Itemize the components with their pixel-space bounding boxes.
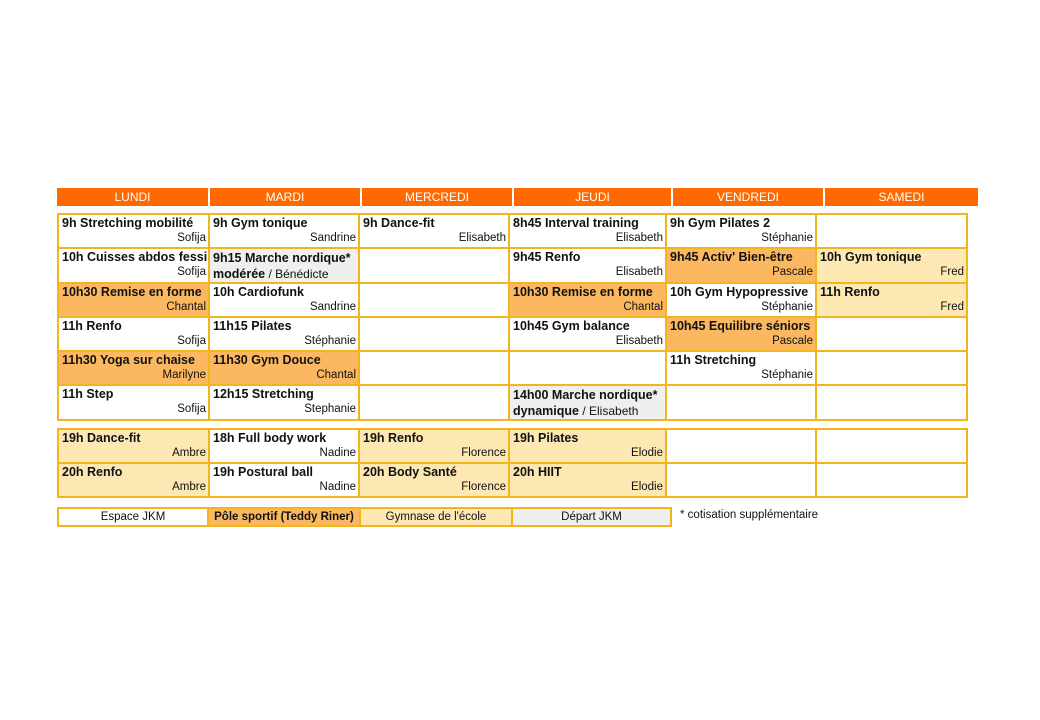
class-cell xyxy=(667,318,817,352)
empty-cell xyxy=(817,352,968,386)
class-title: 10h Cuisses abdos fessi xyxy=(62,250,208,264)
class-title: 11h15 Pilates xyxy=(213,319,292,333)
empty-cell xyxy=(360,318,510,352)
class-cell xyxy=(510,386,667,421)
class-title: 10h Cardiofunk xyxy=(213,285,304,299)
class-cell xyxy=(210,249,360,284)
day-header-vendredi: VENDREDI xyxy=(673,188,825,206)
class-cell xyxy=(667,249,817,284)
class-title: 19h Pilates xyxy=(513,431,579,445)
class-title: 19h Postural ball xyxy=(213,465,314,479)
class-cell xyxy=(210,386,360,421)
day-header-jeudi: JEUDI xyxy=(514,188,673,206)
class-cell xyxy=(59,464,210,498)
class-title: 10h Gym Hypopressive xyxy=(670,285,809,299)
empty-cell xyxy=(667,386,817,421)
class-cell xyxy=(59,215,210,249)
class-teacher: Chantal xyxy=(623,301,663,313)
class-title: 9h Gym tonique xyxy=(213,216,308,230)
class-teacher: Marilyne xyxy=(162,369,206,381)
class-teacher: Nadine xyxy=(319,447,356,459)
class-cell xyxy=(510,284,667,318)
class-title: 9h Dance-fit xyxy=(363,216,435,230)
legend-espace-jkm: Espace JKM xyxy=(57,507,209,527)
class-title: 9h45 Activ' Bien-être xyxy=(670,250,793,264)
class-title: 11h30 Gym Douce xyxy=(213,353,321,367)
class-title: 11h Renfo xyxy=(820,285,880,299)
class-title: 11h Step xyxy=(62,387,114,401)
class-title: 20h Body Santé xyxy=(363,465,457,479)
empty-cell xyxy=(667,464,817,498)
empty-cell xyxy=(360,386,510,421)
class-cell xyxy=(510,215,667,249)
schedule-row xyxy=(59,284,968,318)
class-title: 11h30 Yoga sur chaise xyxy=(62,353,195,367)
location-legend xyxy=(57,507,672,527)
class-teacher: Stéphanie xyxy=(761,232,813,244)
class-teacher: Sofija xyxy=(177,403,206,415)
class-cell xyxy=(210,352,360,386)
class-title: 12h15 Stretching xyxy=(213,387,314,401)
class-entry xyxy=(510,386,665,419)
schedule-row xyxy=(59,215,968,249)
class-cell xyxy=(210,215,360,249)
class-teacher: Ambre xyxy=(172,447,206,459)
class-teacher: Nadine xyxy=(319,481,356,493)
class-teacher: Chantal xyxy=(316,369,356,381)
morning-schedule-grid xyxy=(57,213,968,421)
class-teacher: Fred xyxy=(940,266,964,278)
class-teacher: Fred xyxy=(940,301,964,313)
day-header-samedi: SAMEDI xyxy=(825,188,978,206)
class-teacher: Chantal xyxy=(166,301,206,313)
class-cell xyxy=(210,464,360,498)
class-title: 11h Stretching xyxy=(670,353,757,367)
class-cell xyxy=(510,318,667,352)
supplement-note: * cotisation supplémentaire xyxy=(680,509,819,521)
class-cell xyxy=(510,430,667,464)
class-title: 10h30 Remise en forme xyxy=(513,285,653,299)
empty-cell xyxy=(817,386,968,421)
class-teacher: Sandrine xyxy=(309,232,356,244)
schedule-row xyxy=(59,249,968,284)
class-title: 9h Stretching mobilité xyxy=(62,216,194,230)
class-cell xyxy=(360,464,510,498)
class-teacher: Elisabeth xyxy=(615,266,663,278)
empty-cell xyxy=(817,318,968,352)
class-title: 20h HIIT xyxy=(513,465,562,479)
class-cell xyxy=(59,386,210,421)
class-cell xyxy=(59,352,210,386)
class-title: 19h Renfo xyxy=(363,431,424,445)
schedule-row xyxy=(59,352,968,386)
class-cell xyxy=(210,284,360,318)
class-cell xyxy=(360,430,510,464)
class-title: 10h45 Equilibre séniors xyxy=(670,319,811,333)
class-title: 9h Gym Pilates 2 xyxy=(670,216,771,230)
schedule-row xyxy=(59,318,968,352)
class-title: 10h45 Gym balance xyxy=(513,319,630,333)
day-header-lundi: LUNDI xyxy=(57,188,210,206)
class-teacher: Sofija xyxy=(177,266,206,278)
class-teacher: Elisabeth xyxy=(615,335,663,347)
class-cell xyxy=(667,352,817,386)
class-cell xyxy=(210,318,360,352)
empty-cell xyxy=(817,464,968,498)
empty-cell xyxy=(510,352,667,386)
schedule-row xyxy=(59,464,968,498)
legend-pole-sportif: Pôle sportif (Teddy Riner) xyxy=(209,507,361,527)
class-teacher: Sofija xyxy=(177,335,206,347)
class-teacher: Elodie xyxy=(631,481,663,493)
class-teacher: Pascale xyxy=(772,335,813,347)
class-cell xyxy=(667,215,817,249)
class-cell xyxy=(510,249,667,284)
class-teacher: Stephanie xyxy=(304,403,356,415)
class-teacher: Elisabeth xyxy=(458,232,506,244)
legend-depart-jkm: Départ JKM xyxy=(513,507,672,527)
class-title: 14h00 Marche nordique* dynamique xyxy=(513,388,658,418)
empty-cell xyxy=(817,215,968,249)
separator: / xyxy=(579,404,590,418)
class-title: 20h Renfo xyxy=(62,465,123,479)
legend-gymnase: Gymnase de l'école xyxy=(361,507,513,527)
day-header-row xyxy=(57,188,978,206)
schedule-row xyxy=(59,430,968,464)
class-cell xyxy=(817,284,968,318)
evening-schedule-grid xyxy=(57,428,968,498)
class-cell xyxy=(360,215,510,249)
class-teacher: Pascale xyxy=(772,266,813,278)
class-cell xyxy=(510,464,667,498)
class-teacher: Florence xyxy=(461,447,506,459)
class-teacher: Stéphanie xyxy=(761,369,813,381)
class-teacher: Stéphanie xyxy=(304,335,356,347)
class-title: 19h Dance-fit xyxy=(62,431,141,445)
class-teacher: Sandrine xyxy=(309,301,356,313)
class-title: 10h Gym tonique xyxy=(820,250,922,264)
class-title: 9h15 Marche nordique* modérée xyxy=(213,251,351,281)
class-cell xyxy=(59,318,210,352)
empty-cell xyxy=(360,352,510,386)
class-title: 9h45 Renfo xyxy=(513,250,581,264)
class-title: 8h45 Interval training xyxy=(513,216,639,230)
empty-cell xyxy=(667,430,817,464)
class-title: 11h Renfo xyxy=(62,319,122,333)
empty-cell xyxy=(360,284,510,318)
empty-cell xyxy=(360,249,510,284)
class-teacher: Sofija xyxy=(177,232,206,244)
class-cell xyxy=(59,430,210,464)
class-title: 10h30 Remise en forme xyxy=(62,285,202,299)
schedule-row xyxy=(59,386,968,421)
day-header-mercredi: MERCREDI xyxy=(362,188,514,206)
class-cell xyxy=(817,249,968,284)
separator: / xyxy=(265,267,276,281)
weekly-schedule xyxy=(57,188,978,498)
day-header-mardi: MARDI xyxy=(210,188,362,206)
class-teacher: Stéphanie xyxy=(761,301,813,313)
class-cell xyxy=(210,430,360,464)
class-teacher: Bénédicte xyxy=(275,267,329,281)
class-cell xyxy=(59,249,210,284)
class-cell xyxy=(667,284,817,318)
class-teacher: Elodie xyxy=(631,447,663,459)
class-teacher: Ambre xyxy=(172,481,206,493)
class-teacher: Florence xyxy=(461,481,506,493)
class-cell xyxy=(59,284,210,318)
class-entry xyxy=(210,249,358,282)
empty-cell xyxy=(817,430,968,464)
class-teacher: Elisabeth xyxy=(615,232,663,244)
class-title: 18h Full body work xyxy=(213,431,327,445)
class-teacher: Elisabeth xyxy=(589,404,639,418)
